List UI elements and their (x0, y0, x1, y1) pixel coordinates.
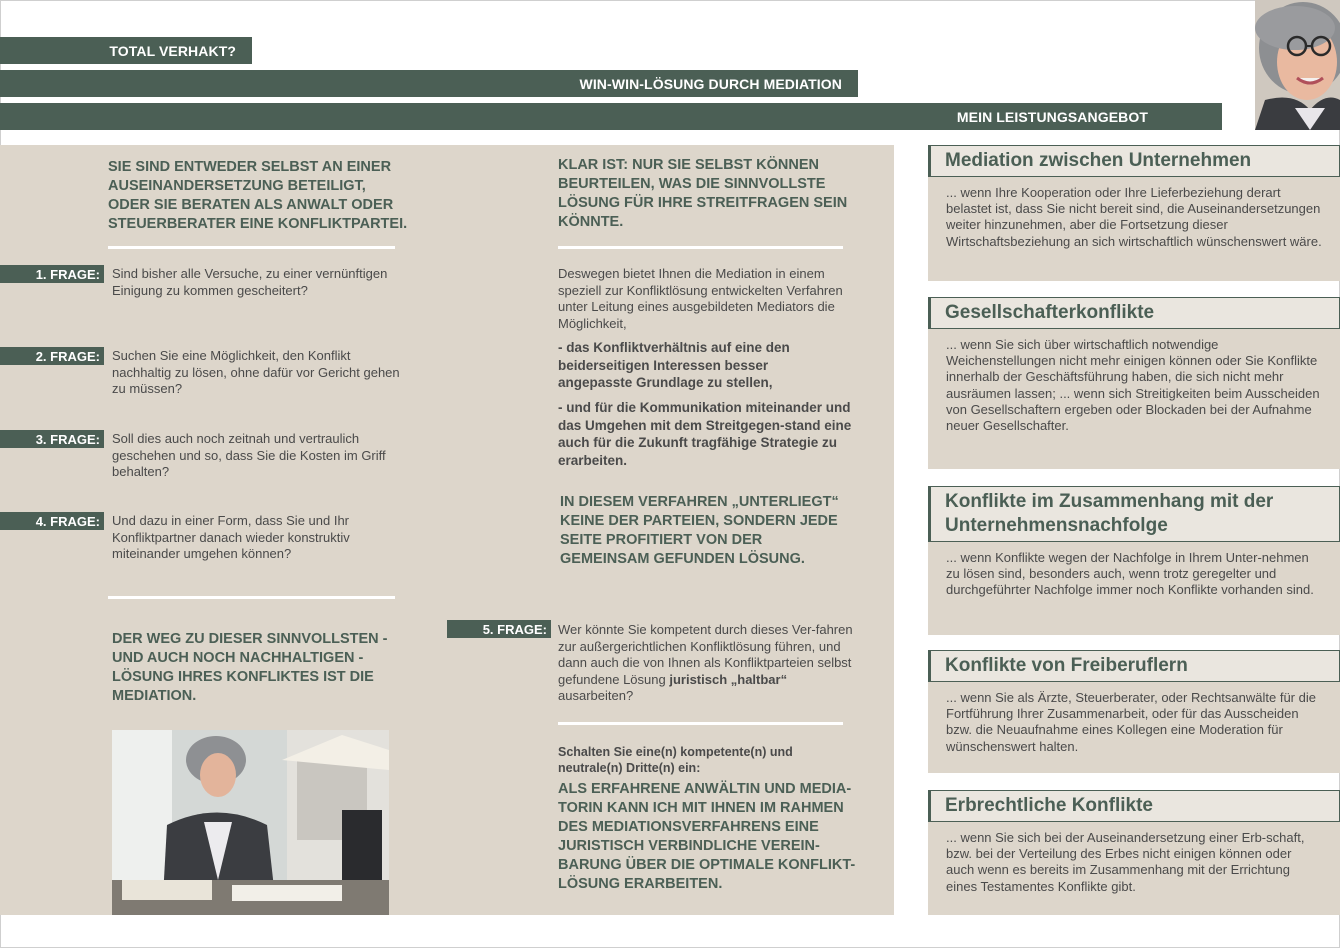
service-card-5 (928, 790, 1340, 915)
middle-final-statement: ALS ERFAHRENE ANWÄLTIN UND MEDIA-TORIN KANN ICH MIT IHNEN IM RAHMEN DES MEDIATIONSVERFAHRENS EINE JURISTISCH VERBINDLICHE VEREIN-BARUNG ÜBER DIE OPTIMALE KONFLIKT-LÖSUNG ERARBEITEN. (558, 781, 856, 892)
question-2-text: Suchen Sie eine Möglichkeit, den Konflikt nachhaltig zu lösen, ohne dafür vor Gericht gehen zu müssen? (112, 348, 400, 396)
service-card-1-title: Mediation zwischen Unternehmen (928, 145, 1340, 177)
question-5-text-a: Wer könnte Sie kompetent durch dieses Ver-fahren zur außergerichtlichen Konfliktlösung führen, und dann auch die von Ihnen als Konfliktparteien selbst gefundene Lösung (558, 622, 853, 687)
service-card-2-text: ... wenn Sie sich über wirtschaftlich notwendige Weichenstellungen nicht mehr einigen können oder Sie Konflikte innerhalb der Geschäftsführung haben, die sich nicht mehr ausräumen lassen; ... wenn sich Streitigkeiten beim Ausscheiden von Gesellschaftern ergeben oder Blockaden bei der Aufnahme neuer Gesellschafter. (946, 337, 1320, 434)
left-divider-bottom (108, 596, 395, 599)
question-5-text-b: ausarbeiten? (558, 688, 634, 703)
service-card-4-title: Konflikte von Freiberuflern (928, 650, 1340, 682)
middle-divider-bottom (558, 722, 843, 725)
portrait-image (1255, 0, 1340, 130)
left-conclusion-heading: DER WEG ZU DIESER SINNVOLLSTEN - UND AUCH NOCH NACHHALTIGEN - LÖSUNG IHRES KONFLIKTES IST DIE MEDIATION. (112, 631, 388, 704)
service-card-5-title: Erbrechtliche Konflikte (928, 790, 1340, 822)
header-bar-2 (0, 70, 858, 97)
left-intro-heading: SIE SIND ENTWEDER SELBST AN EINER AUSEINANDERSETZUNG BETEILIGT, ODER SIE BERATEN ALS ANWALT ODER STEUERBERATER EINE KONFLIKTPARTEI. (108, 159, 408, 232)
middle-para-1: Deswegen bietet Ihnen die Mediation in einem speziell zur Konfliktlösung entwickelten Verfahren unter Leitung eines ausgebildeten Mediators die Möglichkeit, (558, 266, 843, 331)
header-bar-1 (0, 37, 252, 64)
left-divider-top (108, 246, 395, 249)
service-card-5-text: ... wenn Sie sich bei der Auseinandersetzung einer Erb-schaft, bzw. bei der Verteilung des Erbes nicht einigen können oder auch wenn es bereits im Zusammenhang mit der Errichtung eines Testamentes Konflikte gibt. (946, 830, 1305, 894)
middle-bullet-2: - und für die Kommunikation miteinander und das Umgehen mit dem Streitgegen-stand eine auch für die Zukunft tragfähige Strategie zu erarbeiten. (558, 400, 852, 468)
question-3-label: 3. FRAGE: (0, 430, 104, 448)
service-card-4 (928, 650, 1340, 773)
middle-statement: IN DIESEM VERFAHREN „UNTERLIEGT“ KEINE DER PARTEIEN, SONDERN JEDE SEITE PROFITIERT VON DER GEMEINSAM GEFUNDEN LÖSUNG. (560, 494, 839, 567)
header-bar-3 (0, 103, 1222, 130)
question-4-text: Und dazu in einer Form, dass Sie und Ihr Konfliktpartner danach wieder konstruktiv miteinander umgehen können? (112, 513, 350, 561)
question-5-label: 5. FRAGE: (447, 620, 551, 638)
middle-divider-top (558, 246, 843, 249)
service-card-3-text: ... wenn Konflikte wegen der Nachfolge in Ihrem Unter-nehmen zu lösen sind, besonders auch, wenn trotz geregelter und durchgeführter Nachfolge immer noch Konflikte vorhanden sind. (946, 550, 1314, 598)
service-card-1 (928, 145, 1340, 281)
portrait-photo (1255, 0, 1340, 130)
office-photo-image (112, 730, 389, 915)
question-2-label: 2. FRAGE: (0, 347, 104, 365)
middle-call-to-action: Schalten Sie eine(n) kompetente(n) und neutrale(n) Dritte(n) ein: (558, 745, 793, 775)
service-card-3-title: Konflikte im Zusammenhang mit der Unternehmensnachfolge (928, 486, 1340, 542)
office-photo (112, 730, 389, 915)
question-5-text-bold: juristisch „haltbar“ (669, 671, 788, 687)
question-1-label: 1. FRAGE: (0, 265, 104, 283)
question-1-text: Sind bisher alle Versuche, zu einer vernünftigen Einigung zu kommen gescheitert? (112, 266, 388, 298)
service-card-2-title: Gesellschafterkonflikte (928, 297, 1340, 329)
question-4-label: 4. FRAGE: (0, 512, 104, 530)
service-card-4-text: ... wenn Sie als Ärzte, Steuerberater, oder Rechtsanwälte für die Fortführung Ihrer Zusammenarbeit, oder für das Ausscheiden bzw. die Neuaufnahme eines Kollegen eine Moderation für wünschenswert halten. (946, 690, 1316, 754)
header-bar-2-label: WIN-WIN-LÖSUNG DURCH MEDIATION (579, 75, 842, 92)
question-3-text: Soll dies auch noch zeitnah und vertraulich geschehen und so, dass Sie die Kosten im Griff behalten? (112, 431, 386, 479)
header-bar-1-label: TOTAL VERHAKT? (109, 42, 236, 59)
middle-heading: KLAR IST: NUR SIE SELBST KÖNNEN BEURTEILEN, WAS DIE SINNVOLLSTE LÖSUNG FÜR IHRE STREITFRAGEN SEIN KÖNNTE. (558, 157, 848, 230)
header-bar-3-label: MEIN LEISTUNGSANGEBOT (956, 108, 1148, 125)
service-card-2 (928, 297, 1340, 469)
service-card-1-text: ... wenn Ihre Kooperation oder Ihre Lieferbeziehung derart belastet ist, dass Sie nicht bereit sind, die Auseinandersetzungen weiter hinzunehmen, aber die Fortsetzung dieser Wirtschaftsbeziehung an sich wirtschaftlich wünschenswert wäre. (946, 185, 1322, 249)
middle-bullet-1: - das Konfliktverhältnis auf eine den beiderseitigen Interessen besser angepasste Grundlage zu stellen, (558, 340, 790, 390)
question-5-text (558, 622, 858, 705)
service-card-3 (928, 486, 1340, 635)
